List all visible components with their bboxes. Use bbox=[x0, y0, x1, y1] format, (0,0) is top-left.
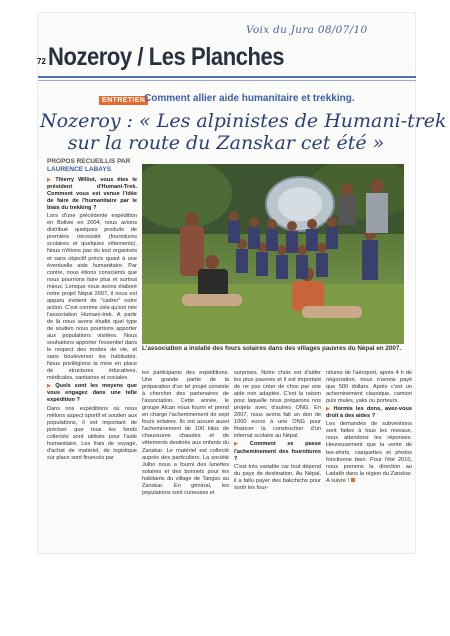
article-paragraph: surprises. Notre choix est d'aider les plus pauvres et il est important de ne pas créer de choc par une aide non adaptée. C'est la raison pour laquelle nous préparons nos projets avec d'autres ONG. En 2007, nous avons fait un don de 1000 euros à une ONG pour financer la construction d'un internat scolaire au Népal. bbox=[234, 370, 321, 440]
article-photo bbox=[142, 164, 404, 344]
headline bbox=[40, 110, 447, 154]
article-paragraph: nitures de l'aéroport, après 4 h de négociation, nous n'avons payé que 500 dollars. Après c'est un acheminement classique, camion puis mules, yaks ou porteurs. bbox=[326, 370, 412, 405]
subtitle: Comment allier aide humanitaire et trekking. bbox=[144, 93, 355, 104]
article-paragraph: Lors d'une précédente expédition en Bolivie en 2004, nous avions distribué quelques produits de première nécessité (fournitures scolaires et quelques vêtements). Nous n'étions pas du tout organisés et sans objectif précis quant à une éventuelle aide humanitaire. Par contre, nous étions conscients que nous pourrions faire plus et surtout mieux. Lorsque nous avons élaboré notre projet Népal 2007, il nous est apparu évident de "cadrer" notre action. C'est comme cela qu'est née l'association Humani-trek. A partir de là nous avons étudié quel type de soutien nous pourrions apporter aux populations visitées. Nous souhaitons apporter l'essentiel dans le respect des modes de vie, et sans bouleverser les habitudes. Nous privilégions la mise en place de structures éducatives, médicales, sanitaires et sociales. bbox=[47, 213, 137, 382]
page-number: 72 bbox=[37, 57, 46, 66]
article-column-4 bbox=[326, 370, 412, 553]
article-column-3 bbox=[234, 370, 321, 553]
kicker-badge: ENTRETIEN bbox=[99, 96, 148, 105]
handwritten-annotation: Voix du Jura 08/07/10 bbox=[246, 24, 368, 36]
title-rule-thin bbox=[38, 80, 416, 81]
article-paragraph: C'est très variable car tout dépend du pays de destination. Au Népal, il a fallu payer des bakchichs pour sortir les four- bbox=[234, 463, 321, 491]
end-of-article-icon bbox=[351, 478, 355, 482]
group-photo bbox=[142, 164, 404, 344]
section-title: Nozeroy / Les Planches bbox=[48, 43, 285, 71]
article-paragraph: les participants des expéditions. Une grande partie de la préparation d'un tel projet consiste à chercher des partenaires de l'association. Cette année, le groupe Alcan nous fourni et prend en charge l'acheminement de sept fours solaires. Ils ont assuré aussi l'acheminement de 100 kilos de chaussures chaudes et de vêtements destinés aux enfants du Zanskar. Le matériel est collecté auprès des particuliers. La société Julbo nous a fourni des lunettes solaires et des bonnets pour les habitants du village de Tangso au Zanskar. En général, les populations sont curieuses et bbox=[142, 370, 229, 496]
interview-question: ▶ Comment se passe l'acheminement des fournitures ? bbox=[234, 441, 321, 462]
article-column-2 bbox=[142, 370, 229, 553]
question-marker-icon: ▶ bbox=[47, 177, 54, 183]
article-column-1 bbox=[47, 177, 137, 551]
byline-label: PROPOS RECUEILLIS PAR bbox=[47, 158, 131, 165]
title-rule bbox=[38, 76, 416, 78]
byline bbox=[47, 158, 137, 174]
byline-name: LAURENCE LABAYS bbox=[47, 166, 112, 173]
question-marker-icon: ▶ bbox=[326, 406, 332, 413]
article-paragraph: Les demandes de subventions sont faites à tous les niveaux, nous attendons les réponses. Heureusement que la vente de tee-shirts, casquettes et photos fonctionne bien. Pour l'été 2010, nous prenons la direction au Ladakh dans la région du Zanskar. A suivre ! bbox=[326, 421, 412, 484]
question-marker-icon: ▶ bbox=[47, 383, 54, 390]
headline-line-2: sur la route du Zanskar cet été » bbox=[67, 132, 385, 154]
photo-caption: L'association a installé des fours solaires dans des villages pauvres du Népal en 2007. bbox=[142, 345, 402, 352]
question-marker-icon: ▶ bbox=[234, 441, 248, 448]
article-paragraph: Dans nos expéditions où nous mêlons aspect sportif et soutien aux populations, il est important de préciser que tous les fonds collectés sont utilisés pour l'aide humanitaire. Les frais de voyage, d'achat de matériel, de logistique sur place sont financés par bbox=[47, 405, 137, 461]
interview-question: ▶ Quels sont les moyens que vous engagez dans une telle expédition ? bbox=[47, 383, 137, 404]
headline-line-1: Nozeroy : « Les alpinistes de Humani-trek bbox=[40, 110, 447, 132]
interview-question: ▶ Hormis les dons, avez-vous droit à des aides ? bbox=[326, 406, 412, 420]
interview-question: ▶ Thierry Williot, vous êtes le président d'Humani-Trek. Comment vous est venue l'idée de faire de l'humanitaire par le biais du trekking ? bbox=[47, 177, 137, 212]
